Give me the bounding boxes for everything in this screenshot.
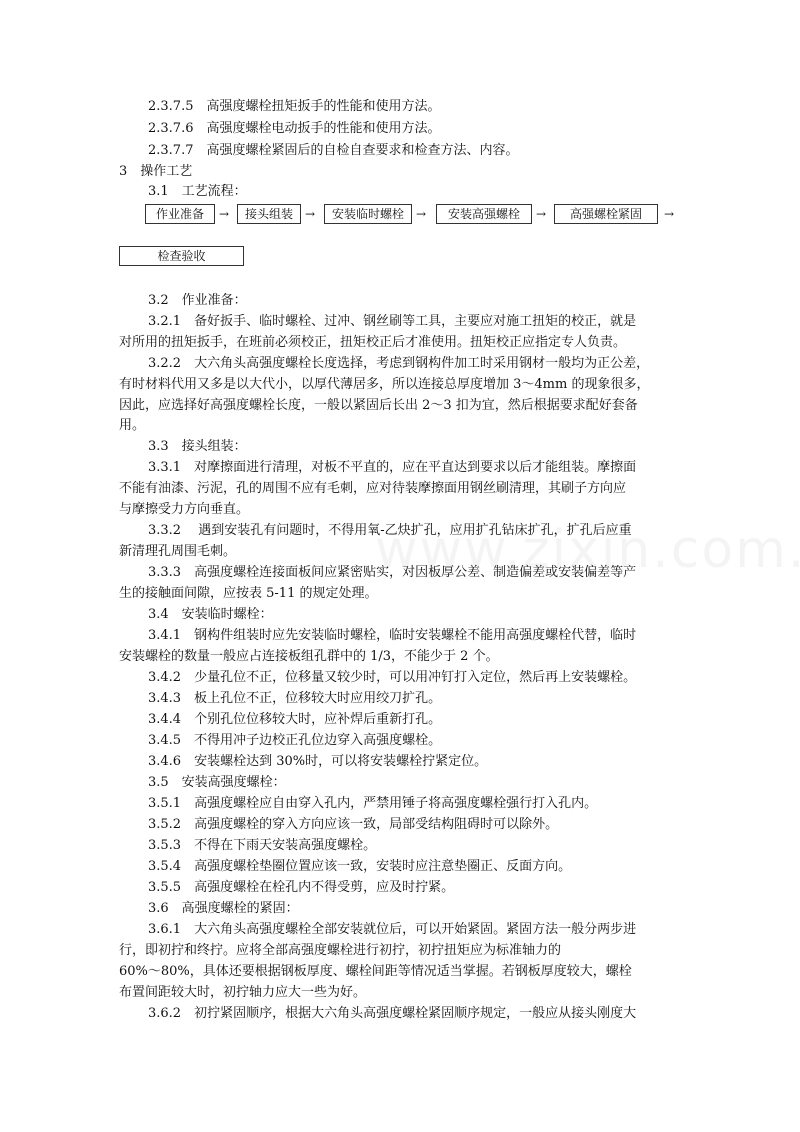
paragraph-line: 3.3.2 遇到安装孔有问题时，不得用氧-乙炔扩孔，应用扩孔钻床扩孔，扩孔后应重 bbox=[148, 523, 632, 538]
paragraph-line: 安装螺栓的数量一般应占连接板组孔群中的 1/3，不能少于 2 个。 bbox=[119, 649, 499, 664]
flow-step-5: 高强螺栓紧固 bbox=[554, 204, 658, 224]
paragraph-line: 用。 bbox=[119, 418, 146, 433]
paragraph-line: 生的接触面间隙，应按表 5-11 的规定处理。 bbox=[119, 586, 378, 601]
paragraph-line: 行，即初拧和终拧。应将全部高强度螺栓进行初拧，初拧扭矩应为标准轴力的 bbox=[119, 943, 562, 958]
paragraph-line: 2.3.7.6 高强度螺栓电动扳手的性能和使用方法。 bbox=[148, 121, 441, 136]
flow-step-3: 安装临时螺栓 bbox=[324, 204, 412, 224]
paragraph-line: 与摩擦受力方向垂直。 bbox=[119, 502, 250, 517]
paragraph-line: 3.6.2 初拧紧固顺序，根据大六角头高强度螺栓紧固顺序规定，一般应从接头刚度大 bbox=[148, 1006, 637, 1021]
paragraph-line: 3.2.2 大六角头高强度螺栓长度选择，考虑到钢构件加工时采用钢材一般均为正公差， bbox=[148, 356, 650, 371]
flow-step-2: 接头组装 bbox=[237, 204, 301, 224]
paragraph-line: 布置间距较大时，初拧轴力应大一些为好。 bbox=[119, 985, 367, 1000]
flow-step-6: 检查验收 bbox=[119, 246, 244, 266]
flow-arrow: → bbox=[305, 207, 316, 221]
paragraph-line: 3.3.3 高强度螺栓连接面板间应紧密贴实，对因板厚公差、制造偏差或安装偏差等产 bbox=[148, 565, 637, 580]
paragraph-line: 有时材料代用又多是以大代小，以厚代薄居多，所以连接总厚度增加 3～4mm 的现象很多， bbox=[119, 377, 650, 392]
paragraph-line: 2.3.7.7 高强度螺栓紧固后的自检自查要求和检查方法、内容。 bbox=[148, 143, 519, 158]
flow-step-1: 作业准备 bbox=[145, 204, 215, 224]
subsection-heading: 3.4 安装临时螺栓： bbox=[148, 607, 273, 622]
subsection-heading: 3.3 接头组装： bbox=[148, 439, 247, 454]
subsection-heading: 3.5 安装高强度螺栓： bbox=[148, 775, 286, 790]
paragraph-line: 3.4.3 板上孔位不正，位移较大时应用绞刀扩孔。 bbox=[148, 691, 442, 706]
paragraph-line: 3.4.4 个别孔位位移较大时，应补焊后重新打孔。 bbox=[148, 712, 442, 727]
paragraph-line: 3.5.2 高强度螺栓的穿入方向应该一致，局部受结构阻碍时可以除外。 bbox=[148, 817, 559, 832]
section-heading: 3 操作工艺 bbox=[119, 164, 193, 179]
paragraph-line: 新清理孔周围毛刺。 bbox=[119, 544, 237, 559]
paragraph-line: 3.4.2 少量孔位不正，位移量又较少时，可以用冲钉打入定位，然后再上安装螺栓。 bbox=[148, 670, 637, 685]
subsection-heading: 3.1 工艺流程： bbox=[148, 184, 247, 199]
paragraph-line: 2.3.7.5 高强度螺栓扭矩扳手的性能和使用方法。 bbox=[148, 99, 441, 114]
paragraph-line: 3.5.5 高强度螺栓在栓孔内不得受剪，应及时拧紧。 bbox=[148, 880, 455, 895]
paragraph-line: 3.2.1 备好扳手、临时螺栓、过冲、钢丝刷等工具，主要应对施工扭矩的校正，就是 bbox=[148, 314, 637, 329]
flow-arrow: → bbox=[219, 207, 230, 221]
subsection-heading: 3.6 高强度螺栓的紧固： bbox=[148, 901, 299, 916]
flow-arrow: → bbox=[664, 207, 675, 221]
paragraph-line: 3.4.6 安装螺栓达到 30%时，可以将安装螺栓拧紧定位。 bbox=[148, 754, 488, 769]
paragraph-line: 3.6.1 大六角头高强度螺栓全部安装就位后，可以开始紧固。紧固方法一般分两步进 bbox=[148, 922, 637, 937]
paragraph-line: 60%～80%，具体还要根据钢板厚度、螺栓间距等情况适当掌握。若钢板厚度较大，螺栓 bbox=[119, 964, 632, 979]
paragraph-line: 3.4.1 钢构件组装时应先安装临时螺栓，临时安装螺栓不能用高强度螺栓代替，临时 bbox=[148, 628, 637, 643]
paragraph-line: 3.5.3 不得在下雨天安装高强度螺栓。 bbox=[148, 838, 377, 853]
subsection-heading: 3.2 作业准备： bbox=[148, 293, 247, 308]
flow-arrow: → bbox=[536, 207, 547, 221]
paragraph-line: 3.5.1 高强度螺栓应自由穿入孔内，严禁用锤子将高强度螺栓强行打入孔内。 bbox=[148, 796, 598, 811]
paragraph-line: 3.4.5 不得用冲子边校正孔位边穿入高强度螺栓。 bbox=[148, 733, 442, 748]
paragraph-line: 3.3.1 对摩擦面进行清理，对板不平直的，应在平直达到要求以后才能组装。摩擦面 bbox=[148, 460, 637, 475]
flow-step-4: 安装高强螺栓 bbox=[436, 204, 532, 224]
paragraph-line: 3.5.4 高强度螺栓垫圈位置应该一致，安装时应注意垫圈正、反面方向。 bbox=[148, 859, 572, 874]
paragraph-line: 不能有油漆、污泥，孔的周围不应有毛刺，应对待装摩擦面用钢丝刷清理，其刷子方向应 bbox=[119, 481, 627, 496]
paragraph-line: 因此，应选择好高强度螺栓长度，一般以紧固后长出 2～3 扣为宜，然后根据要求配好套备 bbox=[119, 398, 638, 413]
paragraph-line: 对所用的扭矩扳手，在班前必须校正，扭矩校正后才准使用。扭矩校正应指定专人负责。 bbox=[119, 335, 627, 350]
flow-arrow: → bbox=[416, 207, 427, 221]
